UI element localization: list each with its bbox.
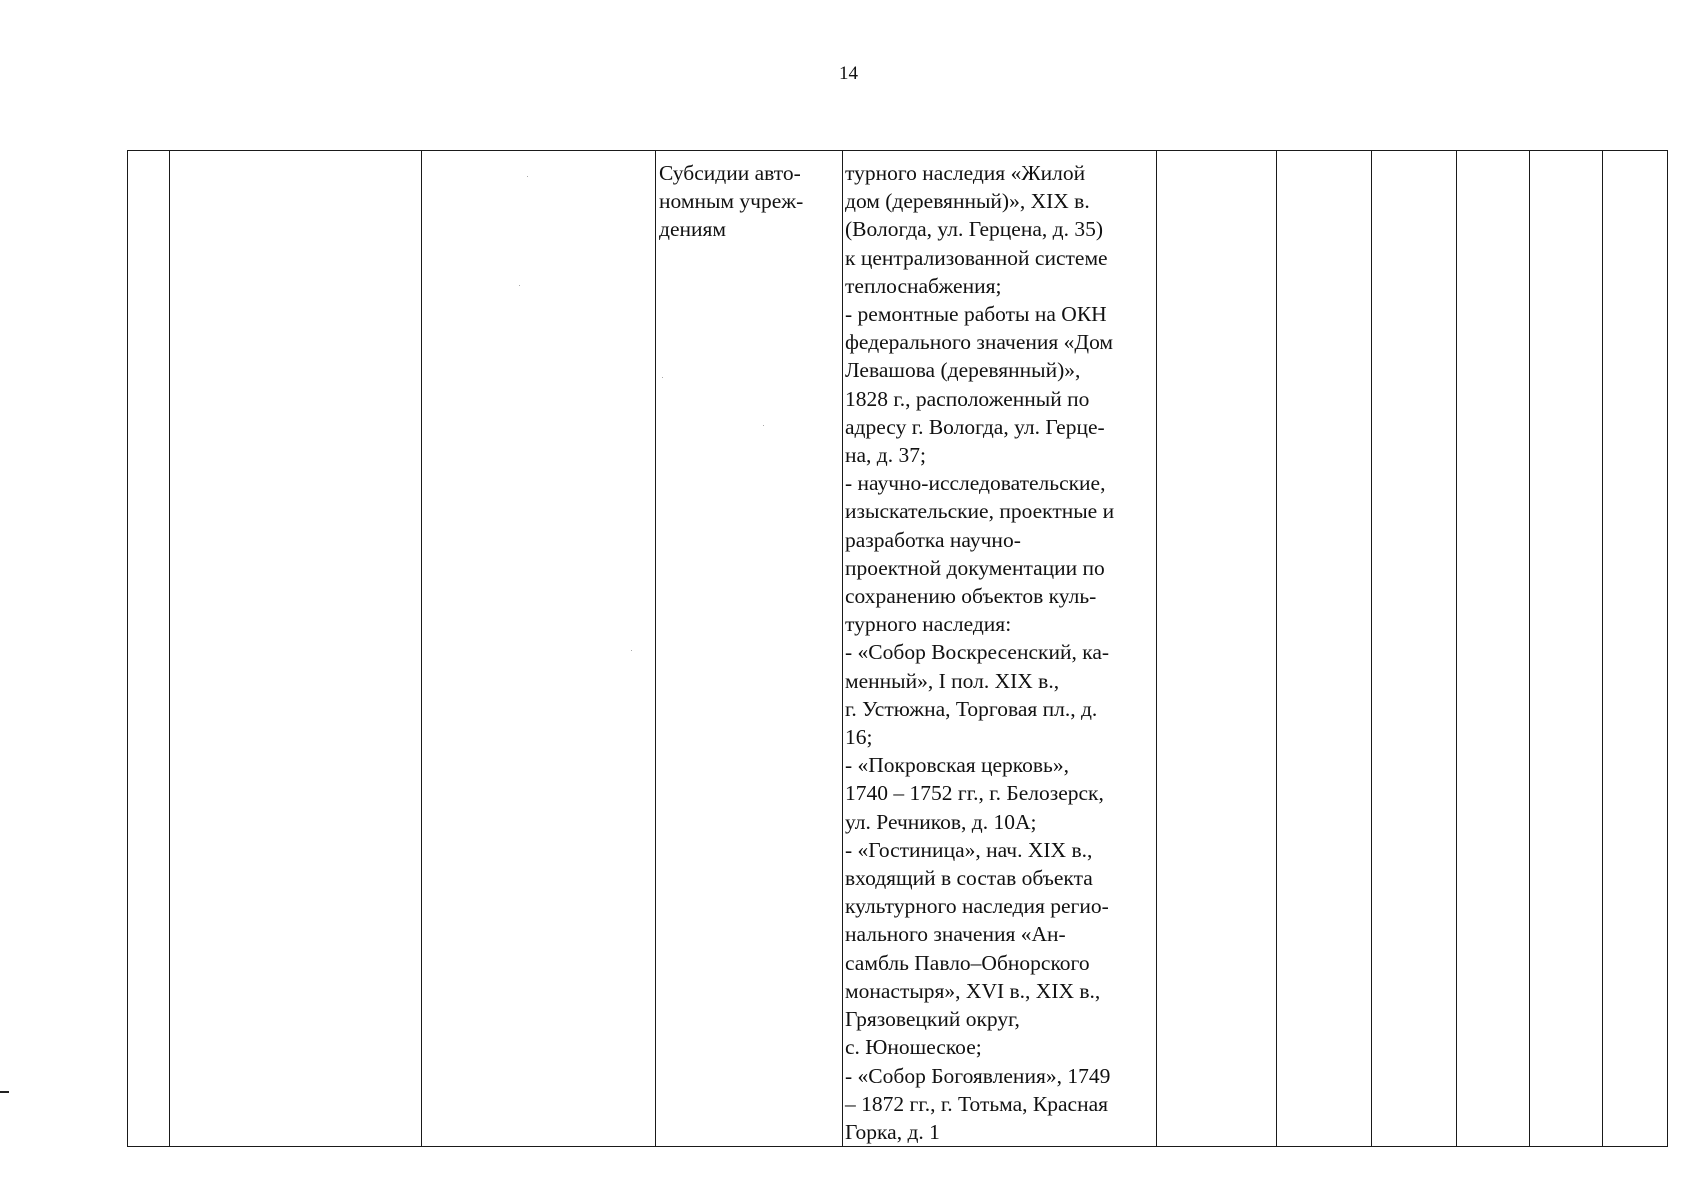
- description-line: федерального значения «Дом: [845, 330, 1114, 355]
- description-line: - научно-исследовательские,: [845, 471, 1106, 496]
- description-line: с. Юношеское;: [845, 1035, 982, 1060]
- cell-value-3: [1372, 151, 1457, 1147]
- description-line: нального значения «Ан-: [845, 922, 1066, 947]
- scan-speck: [662, 377, 663, 378]
- description-line: сохранению объектов куль-: [845, 584, 1097, 609]
- margin-mark: [0, 1091, 9, 1093]
- cell-description: [843, 151, 1157, 1147]
- description-line: 1828 г., расположенный по: [845, 386, 1090, 411]
- description-line: Левашова (деревянный)»,: [845, 358, 1081, 383]
- funding-type-line: Субсидии авто-: [659, 161, 801, 185]
- cell-value-2: [1277, 151, 1372, 1147]
- description-line: 1740 – 1752 гг., г. Белозерск,: [845, 781, 1104, 806]
- description-line: монастыря», XVI в., XIX в.,: [845, 978, 1101, 1003]
- description-line: - «Собор Воскресенский, ка-: [845, 640, 1110, 665]
- description-line: Горка, д. 1: [845, 1119, 940, 1144]
- description-line: адресу г. Вологда, ул. Герце-: [845, 414, 1105, 439]
- description-line: - «Собор Богоявления», 1749: [845, 1063, 1111, 1088]
- description-line: - «Гостиница», нач. XIX в.,: [845, 837, 1093, 862]
- document-table: [127, 150, 1668, 1147]
- description-line: теплоснабжения;: [845, 273, 1002, 298]
- description-line: культурного наследия регио-: [845, 894, 1109, 919]
- description-line: - «Покровская церковь»,: [845, 753, 1069, 778]
- cell-value-1: [1157, 151, 1277, 1147]
- description-line: на, д. 37;: [845, 443, 926, 468]
- cell-responsible: [422, 151, 656, 1147]
- cell-value-6: [1603, 151, 1668, 1147]
- funding-type-line: дениям: [659, 217, 726, 242]
- description-line: - ремонтные работы на ОКН: [845, 302, 1107, 327]
- description-line: – 1872 гг., г. Тотьма, Красная: [845, 1091, 1109, 1116]
- description-line: г. Устюжна, Торговая пл., д.: [845, 696, 1098, 721]
- table-row: [128, 151, 1668, 1147]
- page-number: 14: [839, 63, 858, 84]
- cell-funding-type: [656, 151, 843, 1147]
- description-line: проектной документации по: [845, 555, 1105, 580]
- description-line: ул. Речников, д. 10А;: [845, 809, 1037, 834]
- cell-index: [128, 151, 170, 1147]
- cell-value-4: [1457, 151, 1530, 1147]
- scan-speck: [527, 176, 528, 177]
- description-line: турного наследия «Жилой: [845, 161, 1086, 185]
- description-line: менный», I пол. XIX в.,: [845, 668, 1060, 693]
- description-text: [843, 151, 1156, 1146]
- description-line: Грязовецкий округ,: [845, 1007, 1020, 1032]
- scan-speck: [631, 650, 632, 651]
- description-line: 16;: [845, 725, 873, 750]
- description-line: входящий в состав объекта: [845, 866, 1093, 891]
- description-line: (Вологда, ул. Герцена, д. 35): [845, 217, 1103, 242]
- description-line: изыскательские, проектные и: [845, 499, 1115, 524]
- scan-speck: [519, 285, 520, 286]
- description-line: самбль Павло–Обнорского: [845, 950, 1090, 975]
- scan-speck: [763, 425, 764, 426]
- funding-type-line: номным учреж-: [659, 189, 804, 214]
- description-line: разработка научно-: [845, 527, 1021, 552]
- funding-type-text: [656, 151, 842, 244]
- description-line: к централизованной системе: [845, 245, 1108, 270]
- cell-name: [170, 151, 422, 1147]
- description-line: дом (деревянный)», XIX в.: [845, 189, 1090, 214]
- cell-value-5: [1530, 151, 1603, 1147]
- description-line: турного наследия:: [845, 612, 1012, 637]
